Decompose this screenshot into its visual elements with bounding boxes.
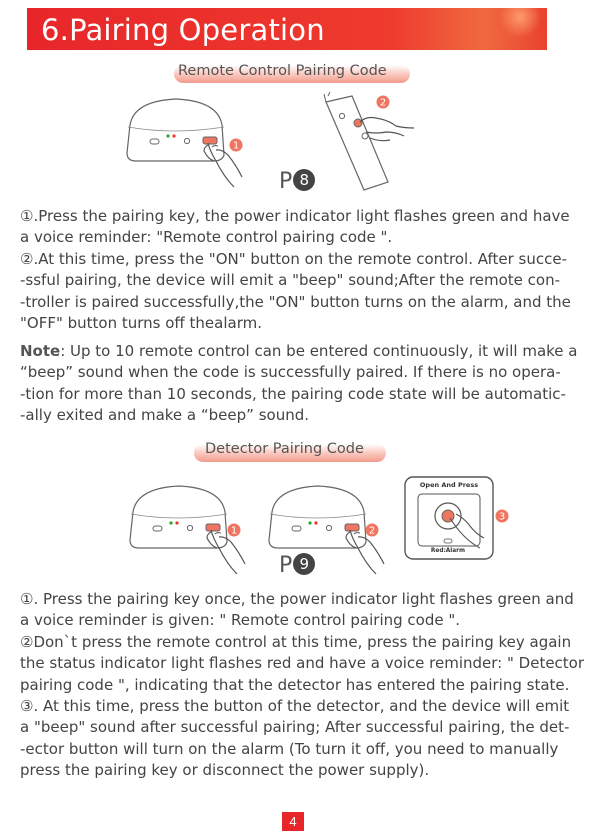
text-line: the status indicator light flashes red and have a voice reminder: " Detector: [20, 654, 585, 673]
remote-control-illustration: [322, 92, 422, 192]
text-line: pairing code ", indicating that the detector has entered the pairing state.: [20, 675, 570, 694]
marker-1-label: 1: [232, 140, 240, 152]
section2-heading: Detector Pairing Code: [205, 441, 364, 457]
detector-top-label: Open And Press: [419, 481, 479, 489]
text-line: ②Don`t press the remote control at this time, press the pairing key again: [20, 632, 572, 651]
figure-label-p9: [279, 553, 315, 578]
section1-heading: Remote Control Pairing Code: [178, 63, 387, 79]
figure-number-badge: 8: [293, 169, 315, 191]
text-line: a "beep" sound after successful pairing; After successful pairing, the det-: [20, 718, 570, 737]
marker-3-label: 3: [498, 511, 506, 523]
marker-1-label: 1: [230, 525, 238, 537]
marker-2-icon: [376, 95, 390, 109]
note-line: “beep” sound when the code is successfully paired. If there is no opera-: [20, 363, 561, 382]
text-line: a voice reminder: "Remote control pairing code ".: [20, 228, 393, 247]
note-text: : Up to 10 remote control can be entered continuously, it will make a: [60, 342, 578, 360]
text-line: press the pairing key or disconnect the power supply).: [20, 761, 430, 780]
section-header-banner: [27, 8, 547, 50]
marker-2-label: 2: [379, 97, 387, 109]
text-line: ①.Press the pairing key, the power indicator light flashes green and have: [20, 207, 570, 225]
figure-letter: P: [279, 169, 293, 194]
section1-note: [20, 341, 580, 427]
text-line: -ector button will turn on the alarm (To turn it off, you need to manually: [20, 739, 559, 758]
text-line: "OFF" button turns off thealarm.: [20, 314, 262, 333]
note-label: Note: [20, 342, 61, 360]
page-number: 4: [282, 812, 304, 831]
figure-number-badge: 9: [293, 553, 315, 575]
detector-bottom-label: Red:Alarm: [430, 548, 466, 554]
marker-2-icon: [365, 523, 379, 537]
text-line: -ssful pairing, the device will emit a "beep" sound;After the remote con-: [20, 271, 561, 290]
section1-instructions: [20, 206, 580, 334]
note-line: [20, 341, 580, 362]
marker-1-icon: [229, 138, 243, 152]
header-glow-decoration: [499, 8, 541, 38]
marker-2-label: 2: [368, 525, 376, 537]
text-line: a voice reminder is given: " Remote control pairing code ".: [20, 611, 461, 630]
text-line: ③. At this time, press the button of the detector, and the device will emit: [20, 697, 570, 716]
detector-illustration: [404, 476, 494, 560]
marker-1-icon: [227, 523, 241, 537]
figure-letter: P: [279, 553, 293, 578]
note-line: -tion for more than 10 seconds, the pairing code state will be automatic-: [20, 384, 566, 403]
text-line: ①. Press the pairing key once, the power indicator light flashes green and: [20, 590, 574, 608]
text-line: -troller is paired successfully,the "ON" button turns on the alarm, and the: [20, 292, 571, 311]
marker-3-icon: [495, 509, 509, 523]
page-title: 6.Pairing Operation: [41, 13, 325, 47]
section2-instructions: [20, 589, 585, 782]
figure-label-p8: [279, 169, 315, 194]
note-line: -ally exited and make a “beep” sound.: [20, 406, 309, 425]
text-line: ②.At this time, press the "ON" button on the remote control. After succe-: [20, 249, 567, 268]
